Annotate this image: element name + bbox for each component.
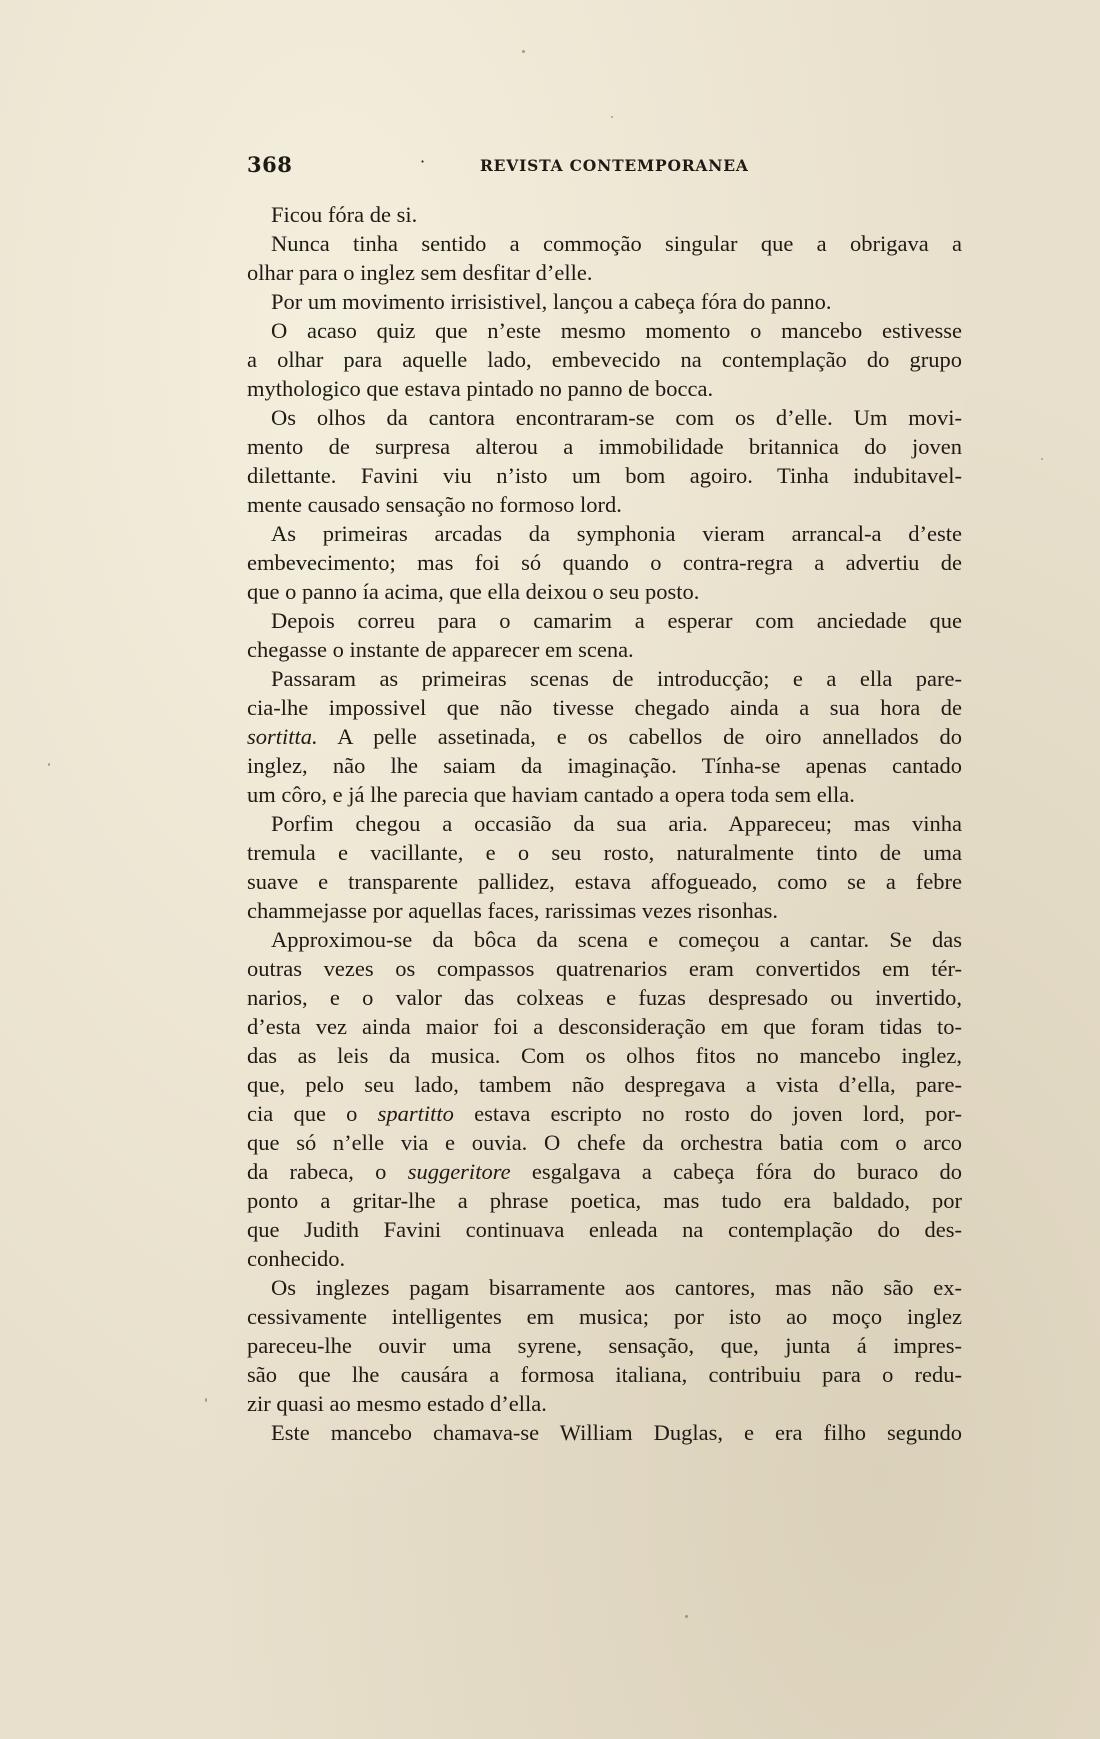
text-line: mythologico que estava pintado no panno de bocca.: [247, 376, 714, 401]
text-line: ponto a gritar-lhe a phrase poetica, mas tudo era baldado, por: [247, 1188, 962, 1213]
text-line: chammejasse por aquellas faces, rarissimas vezes risonhas.: [247, 898, 779, 923]
running-head: [247, 152, 962, 180]
text-line-rest: A pelle assetinada, e os cabellos de oiro annellados do: [317, 724, 962, 749]
text-line: embevecimento; mas foi só quando o contra-regra a advertiu de: [247, 550, 962, 575]
text-line: As primeiras arcadas da symphonia vieram arrancal-a d’este: [271, 521, 962, 546]
text-line: [247, 1099, 962, 1128]
text-line: olhar para o inglez sem desfitar d’elle.: [247, 260, 593, 285]
text-line: das as leis da musica. Com os olhos fitos no mancebo inglez,: [247, 1043, 962, 1068]
paper-speck: [205, 1398, 207, 1402]
paper-speck: [611, 116, 613, 118]
text-line: Os inglezes pagam bisarramente aos cantores, mas não são ex-: [271, 1275, 962, 1300]
text-line: cia-lhe impossivel que não tivesse chegado ainda a sua hora de: [247, 695, 962, 720]
text-line: O acaso quiz que n’este mesmo momento o mancebo estivesse: [271, 318, 962, 343]
text-line-rest: esgalgava a cabeça fóra do buraco do: [510, 1159, 962, 1184]
paper-speck: [48, 763, 50, 766]
text-line: Os olhos da cantora encontraram-se com os d’elle. Um movi-: [271, 405, 962, 430]
text-line: Este mancebo chamava-se William Duglas, e era filho segundo: [271, 1420, 962, 1445]
text-line: Passaram as primeiras scenas de introducção; e a ella pare-: [271, 666, 962, 691]
text-line: mento de surpresa alterou a immobilidade britannica do joven: [247, 434, 962, 459]
italic-term: suggeritore: [407, 1159, 511, 1184]
text-line: dilettante. Favini viu n’isto um bom agoiro. Tinha indubitavel-: [247, 463, 962, 488]
text-line: [247, 722, 962, 751]
text-line: que, pelo seu lado, tambem não despregava a vista d’ella, pare-: [247, 1072, 962, 1097]
text-line: conhecido.: [247, 1246, 346, 1271]
italic-term: sortitta.: [247, 724, 318, 749]
text-line: um côro, e já lhe parecia que haviam cantado a opera toda sem ella.: [247, 782, 855, 807]
paper-speck: [522, 50, 525, 53]
text-line-start: cia que o: [247, 1101, 378, 1126]
text-line: Nunca tinha sentido a commoção singular que a obrigava a: [271, 231, 962, 256]
text-line-start: da rabeca, o: [247, 1159, 408, 1184]
text-line-rest: estava escripto no rosto do joven lord, por-: [453, 1101, 962, 1126]
text-line: [247, 1157, 962, 1186]
text-line: tremula e vacillante, e o seu rosto, naturalmente tinto de uma: [247, 840, 962, 865]
paper-speck: [1041, 458, 1043, 460]
text-line: chegasse o instante de apparecer em scena.: [247, 637, 634, 662]
text-line: pareceu-lhe ouvir uma syrene, sensação, que, junta á impres-: [247, 1333, 962, 1358]
header-separator: ·: [420, 152, 426, 171]
text-line: que Judith Favini continuava enleada na contemplação do des-: [247, 1217, 962, 1242]
text-line: outras vezes os compassos quatrenarios eram convertidos em tér-: [247, 956, 962, 981]
text-line: são que lhe causára a formosa italiana, contribuiu para o redu-: [247, 1362, 962, 1387]
text-line: Porfim chegou a occasião da sua aria. Appareceu; mas vinha: [271, 811, 962, 836]
text-line: a olhar para aquelle lado, embevecido na contemplação do grupo: [247, 347, 962, 372]
text-line: mente causado sensação no formoso lord.: [247, 492, 622, 517]
body-text: [247, 200, 962, 1447]
page-number: 368: [247, 152, 293, 177]
text-line: cessivamente intelligentes em musica; por isto ao moço inglez: [247, 1304, 962, 1329]
italic-term: spartitto: [377, 1101, 454, 1126]
paper-speck: [685, 1615, 688, 1618]
text-line: que o panno ía acima, que ella deixou o seu posto.: [247, 579, 700, 604]
text-line: Approximou-se da bôca da scena e começou a cantar. Se das: [271, 927, 962, 952]
journal-title: REVISTA CONTEMPORANEA: [480, 156, 749, 175]
text-line: que só n’elle via e ouvia. O chefe da orchestra batia com o arco: [247, 1130, 962, 1155]
text-line: d’esta vez ainda maior foi a desconsideração em que foram tidas to-: [247, 1014, 962, 1039]
text-line: Ficou fóra de si.: [271, 202, 418, 227]
text-line: zir quasi ao mesmo estado d’ella.: [247, 1391, 547, 1416]
text-line: Por um movimento irrisistivel, lançou a cabeça fóra do panno.: [271, 289, 832, 314]
text-line: Depois correu para o camarim a esperar com anciedade que: [271, 608, 962, 633]
text-line: suave e transparente pallidez, estava affogueado, como se a febre: [247, 869, 962, 894]
text-line: narios, e o valor das colxeas e fuzas despresado ou invertido,: [247, 985, 962, 1010]
text-line: inglez, não lhe saiam da imaginação. Tínha-se apenas cantado: [247, 753, 962, 778]
